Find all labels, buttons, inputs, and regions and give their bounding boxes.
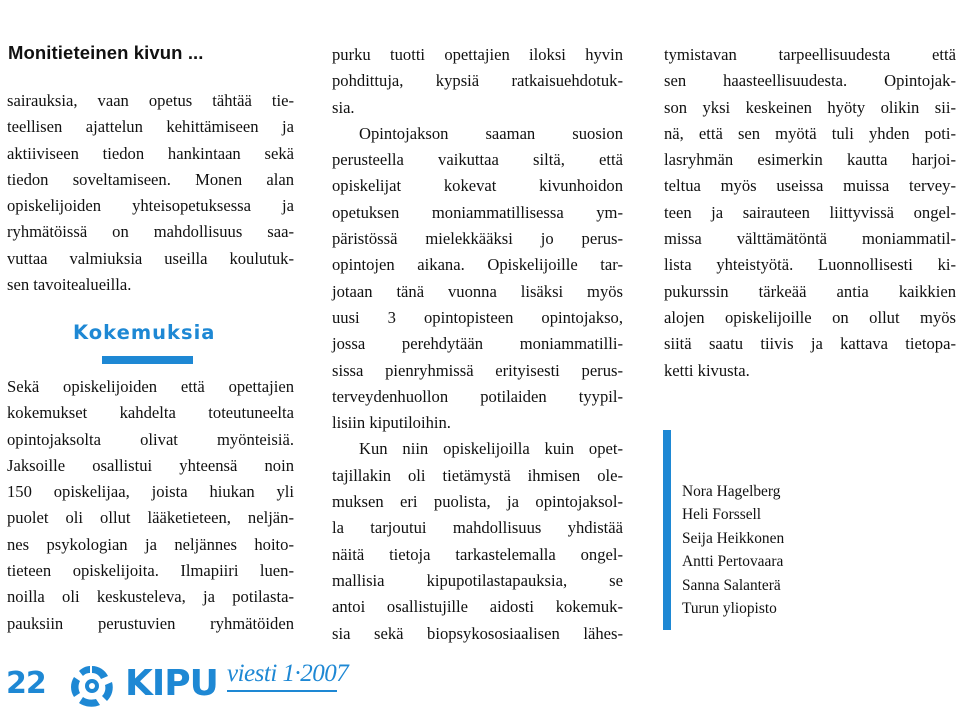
text-line: opintojen aikana. Opiskelijoille tar-: [332, 255, 623, 275]
text-line: purku tuotti opettajien iloksi hyvin: [332, 45, 623, 64]
text-line: pukurssin tärkeää antia kaikkien: [664, 281, 956, 301]
text-line: siitä saatu tiivis ja kattava tietopa-: [664, 334, 956, 354]
text-line: sen haasteellisuudesta. Opintojak-: [664, 71, 956, 91]
text-line: perusteella vaikuttaa siltä, että: [332, 150, 623, 170]
text-line: aktiiviseen tiedon hankintaan sekä: [7, 143, 294, 163]
text-line: näitä tietoja tarkastelemalla ongel-: [332, 544, 623, 564]
text-line: ryhmätöissä on mahdollisuus saa-: [7, 222, 294, 242]
kipu-brand-wordmark: KIPU: [125, 663, 218, 704]
text-line: terveydenhuollon potilaiden tyypil-: [332, 386, 623, 406]
page-header-title: Monitieteinen kivun ...: [8, 42, 204, 63]
kipu-logo-icon: [68, 664, 116, 708]
text-line: nä, että sen myötä tuli yhden poti-: [664, 123, 956, 143]
text-line: päristössä mielekkääksi jo perus-: [332, 229, 623, 249]
text-line: missa välttämätöntä moniammatil-: [664, 229, 956, 249]
issue-label: viesti 1·2007: [227, 660, 349, 687]
text-line: alojen opiskelijoille on ollut myös: [664, 307, 956, 327]
text-line: ketti kivusta.: [664, 360, 750, 380]
text-line: puolet oli ollut lääketieteen, neljän-: [7, 508, 294, 528]
text-line: teen ja sairauteen liittyvissä ongel-: [664, 202, 956, 222]
text-line: jossa perehdytään moniammatilli-: [332, 334, 623, 354]
text-line: lista yhteistyötä. Luonnollisesti ki-: [664, 255, 956, 275]
text-line: tieteen opiskelijoita. Ilmapiiri luen-: [7, 561, 294, 581]
heading-underline-bar: [102, 356, 193, 364]
text-line: Sekä opiskelijoiden että opettajien: [7, 377, 294, 396]
author-name: Heli Forssell: [682, 506, 762, 524]
author-name: Sanna Salanterä: [682, 576, 781, 594]
text-line: pohdittuja, kypsiä ratkaisuehdotuk-: [332, 71, 623, 91]
text-line: kokemukset kahdelta toteutuneelta: [7, 403, 294, 423]
text-line: 150 opiskelijaa, joista hiukan yli: [7, 482, 294, 502]
author-list: [682, 480, 784, 620]
page-number: 22: [6, 666, 46, 701]
section-heading-kokemuksia: Kokemuksia: [73, 321, 216, 344]
text-line: opetuksen moniammatillisessa ym-: [332, 202, 623, 222]
text-line: lasryhmän esimerkin kautta harjoi-: [664, 150, 956, 170]
text-line: lisiin kiputiloihin.: [332, 413, 451, 433]
text-line: sissa pienryhmissä erityisesti perus-: [332, 360, 623, 380]
text-line: sia sekä biopsykososiaalisen lähes-: [332, 623, 623, 643]
text-line: tiedon soveltamiseen. Monen alan: [7, 169, 294, 189]
article-column-2: [332, 42, 623, 647]
text-line: uusi 3 opintopisteen opintojakso,: [332, 307, 623, 327]
text-line: Kun niin opiskelijoilla kuin opet-: [359, 439, 623, 459]
author-affiliation: Turun yliopisto: [682, 600, 777, 618]
author-name: Nora Hagelberg: [682, 483, 781, 500]
text-line: pauksiin perustuvien ryhmätöiden: [7, 613, 294, 633]
text-line: mallisia kipupotilastapauksia, se: [332, 570, 623, 590]
article-column-3: [664, 42, 956, 384]
text-line: sairauksia, vaan opetus tähtää tie-: [7, 91, 294, 110]
issue-underline-rule: [227, 690, 337, 692]
article-column-1-top: [7, 88, 294, 298]
text-line: noilla oli keskusteleva, ja potilasta-: [7, 587, 294, 607]
text-line: muksen eri puolista, ja opintojaksol-: [332, 492, 623, 512]
text-line: opiskelijoiden yhteisopetuksessa ja: [7, 196, 294, 216]
text-line: sia.: [332, 97, 355, 117]
text-line: la tarjoutui mahdollisuus yhdistää: [332, 518, 623, 538]
text-line: son yksi keskeinen hyöty olikin sii-: [664, 97, 956, 117]
text-line: tymistavan tarpeellisuudesta että: [664, 45, 956, 64]
author-name: Seija Heikkonen: [682, 529, 785, 547]
text-line: Opintojakson saaman suosion: [359, 123, 623, 143]
text-line: antoi osallistujille aidosti kokemuk-: [332, 597, 623, 617]
author-box-accent-rule: [663, 430, 671, 630]
text-line: opintojaksolta olivat myönteisiä.: [7, 429, 294, 449]
page-footer: [0, 660, 360, 709]
text-line: teltua myös useissa muissa tervey-: [664, 176, 956, 196]
text-line: nes psykologian ja neljännes hoito-: [7, 534, 294, 554]
text-line: teellisen ajattelun kehittämiseen ja: [7, 117, 294, 137]
text-line: Jaksoille osallistui yhteensä noin: [7, 455, 294, 475]
text-line: opiskelijat kokevat kivunhoidon: [332, 176, 623, 196]
text-line: jotaan tänä vuonna lisäksi myös: [332, 281, 623, 301]
text-line: sen tavoitealueilla.: [7, 275, 132, 295]
text-line: vuttaa valmiuksia useilla koulutuk-: [7, 248, 294, 268]
text-line: tajillakin oli tietämystä ihmisen ole-: [332, 465, 623, 485]
article-column-1-bottom: [7, 374, 294, 637]
author-name: Antti Pertovaara: [682, 553, 784, 571]
